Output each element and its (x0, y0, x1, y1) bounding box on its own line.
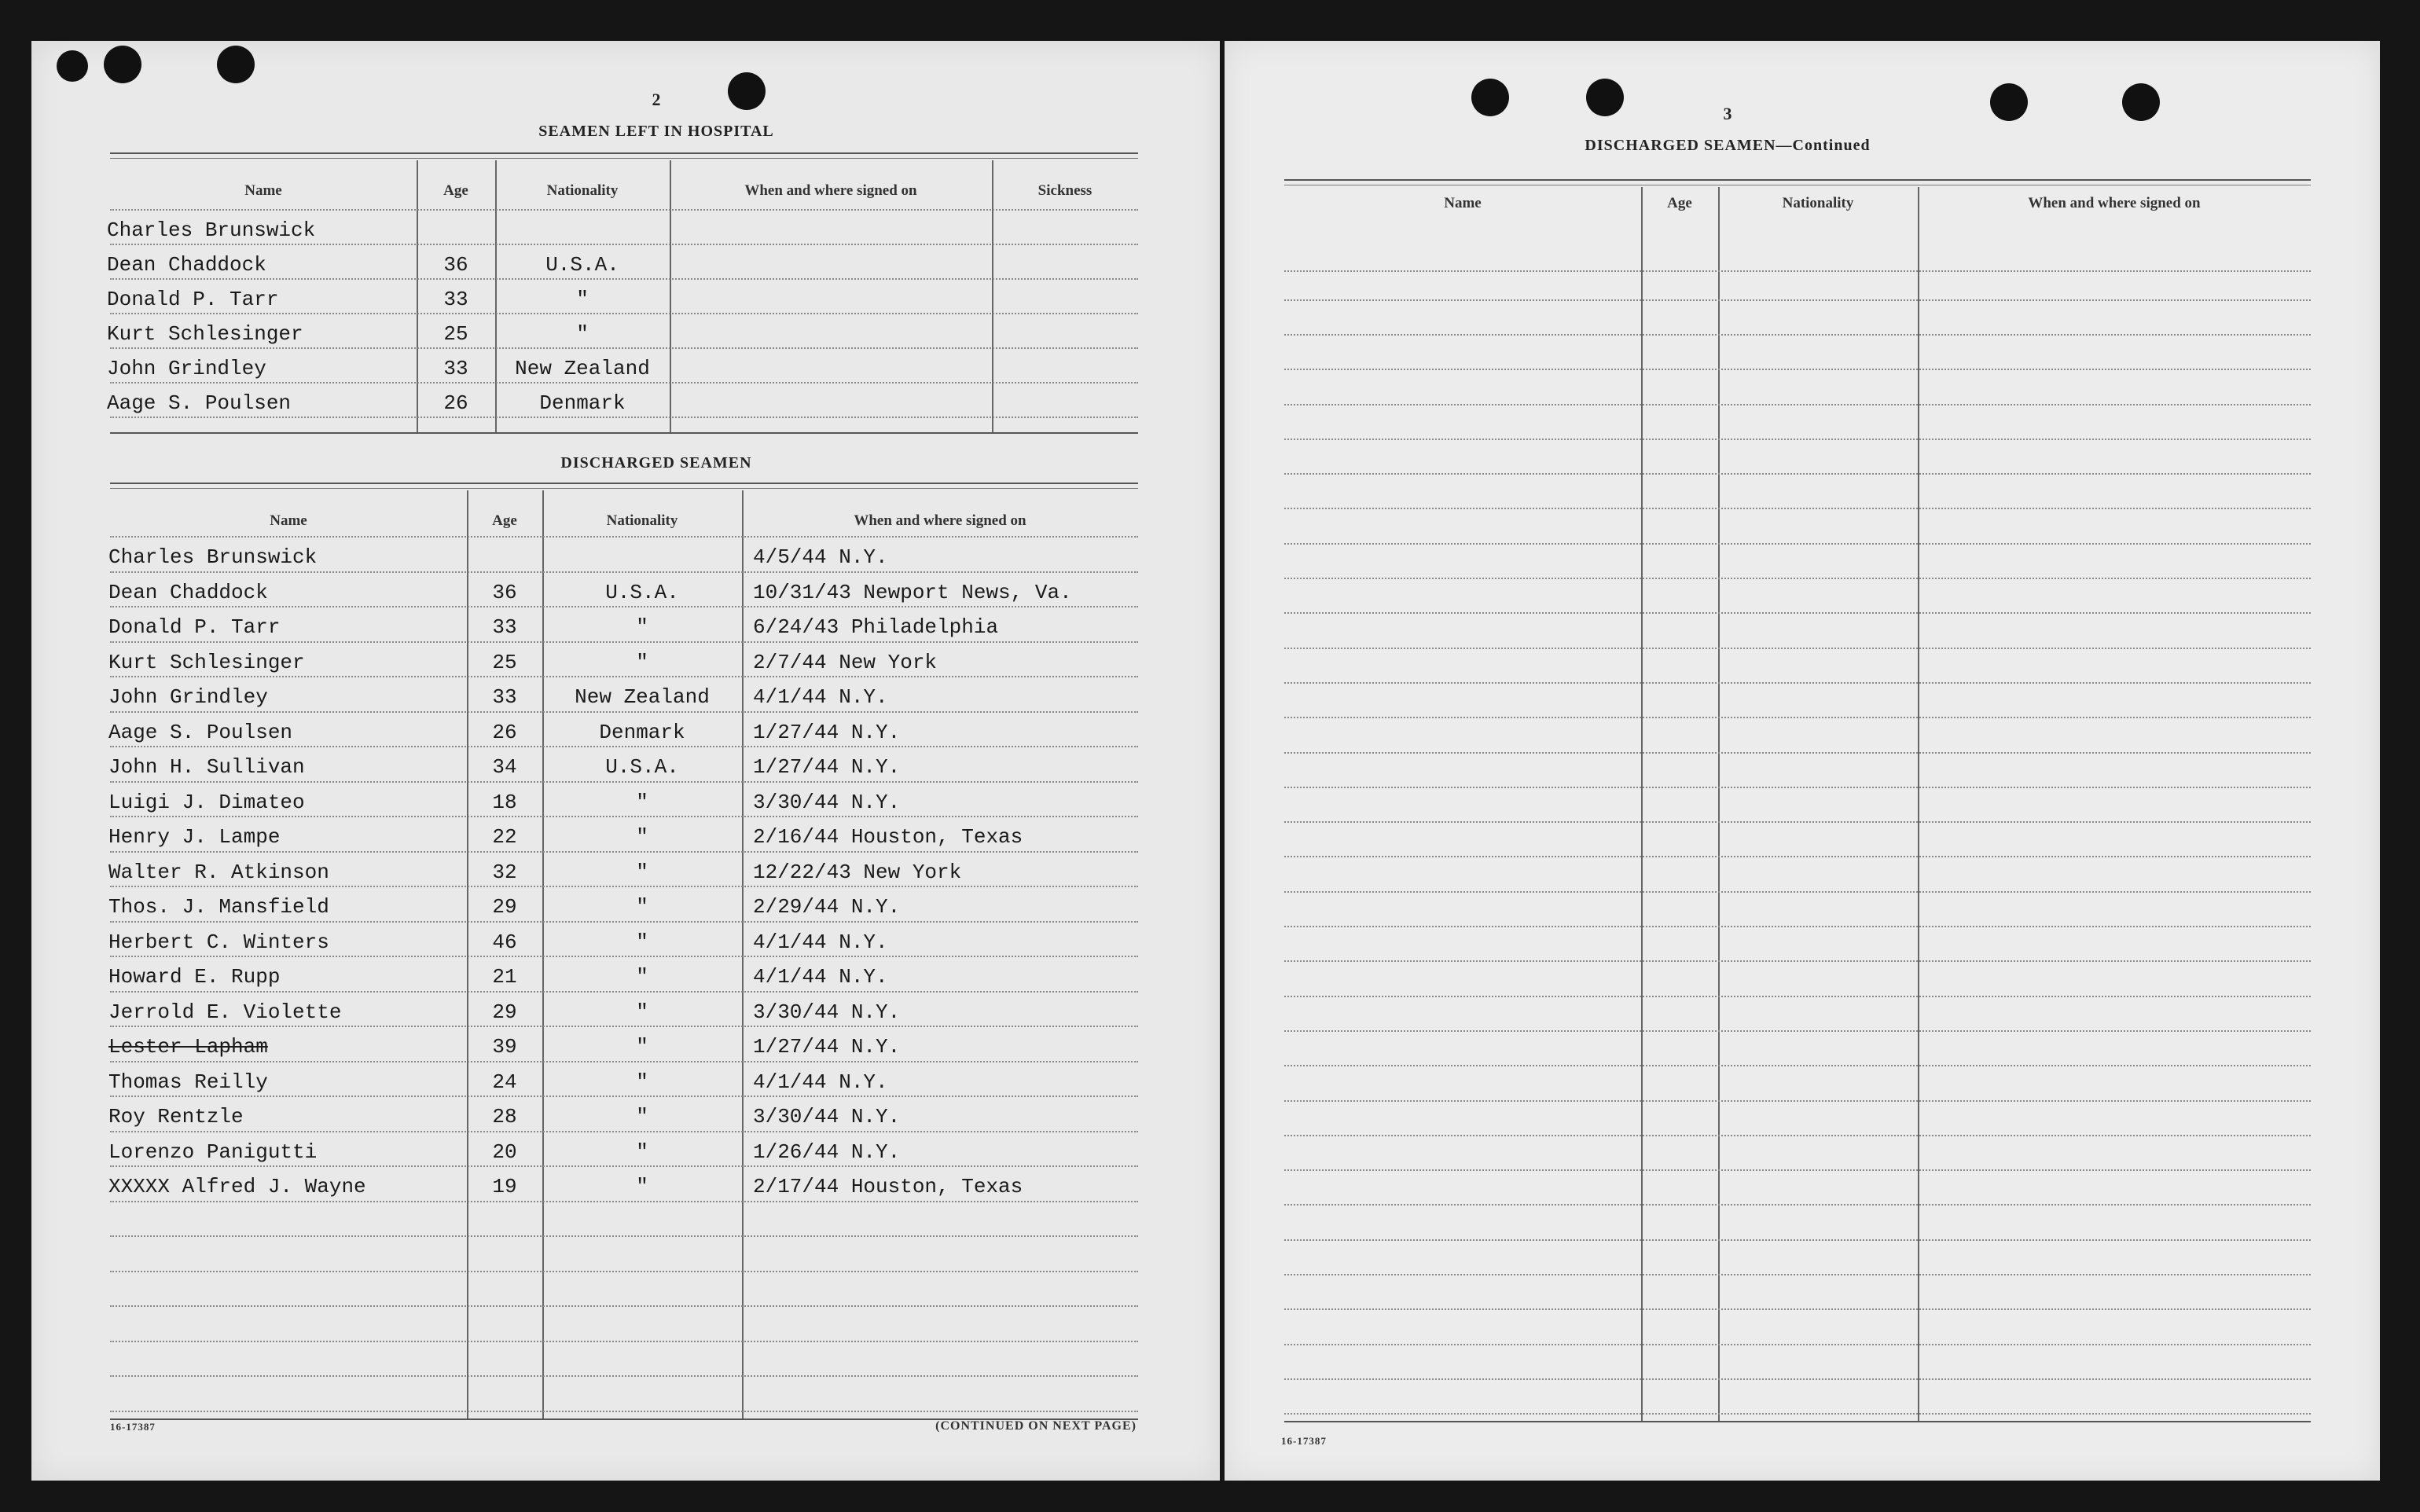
punch-hole (217, 46, 255, 83)
name-cell: Thos. J. Mansfield (108, 895, 329, 919)
rule (1284, 179, 2311, 181)
row-line (110, 1235, 1138, 1237)
age-cell: 21 (492, 965, 517, 989)
form-number: 16-17387 (1281, 1435, 1327, 1447)
row-line (110, 278, 1138, 280)
row-line (110, 1131, 1138, 1132)
row-line (1284, 752, 2311, 754)
nationality-cell: " (636, 1000, 648, 1024)
row-line (1284, 369, 2311, 370)
nationality-cell: " (636, 1175, 648, 1198)
age-cell: 36 (492, 580, 517, 604)
signed-on-cell: 3/30/44 N.Y. (753, 1000, 901, 1024)
age-cell: 33 (492, 615, 517, 639)
row-line (1284, 508, 2311, 509)
row-line (1284, 439, 2311, 440)
name-cell: Roy Rentzle (108, 1105, 244, 1128)
row-line (1284, 1239, 2311, 1241)
right-page (1225, 41, 2380, 1481)
nationality-cell: New Zealand (575, 685, 710, 709)
signed-on-cell: 4/1/44 N.Y. (753, 930, 888, 954)
column-divider (1718, 187, 1720, 1421)
continued-note: (CONTINUED ON NEXT PAGE) (935, 1419, 1137, 1433)
age-cell: 29 (492, 895, 517, 919)
nationality-cell: " (636, 790, 648, 814)
nationality-cell: " (636, 825, 648, 849)
nationality-cell: U.S.A. (605, 755, 679, 779)
age-cell: 39 (492, 1035, 517, 1059)
rule (110, 158, 1138, 159)
row-line (1284, 270, 2311, 272)
rule (110, 432, 1138, 434)
nationality-cell: " (636, 1105, 648, 1128)
row-line (1284, 926, 2311, 927)
age-cell: 26 (443, 391, 468, 415)
hospital-title: SEAMEN LEFT IN HOSPITAL (538, 123, 774, 140)
row-line (110, 1061, 1138, 1062)
row-line (110, 1026, 1138, 1027)
row-line (110, 921, 1138, 923)
signed-on-cell: 4/5/44 N.Y. (753, 545, 888, 569)
age-cell: 19 (492, 1175, 517, 1198)
name-cell: XXXXX Alfred J. Wayne (108, 1175, 366, 1198)
name-cell: Aage S. Poulsen (107, 391, 292, 415)
nationality-cell: " (636, 895, 648, 919)
row-line (110, 1411, 1138, 1412)
row-line (110, 851, 1138, 853)
signed-on-cell: 2/16/44 Houston, Texas (753, 825, 1023, 849)
name-cell: John H. Sullivan (108, 755, 305, 779)
name-cell: Walter R. Atkinson (108, 860, 329, 884)
age-cell: 25 (443, 322, 468, 346)
punch-hole (2122, 83, 2160, 121)
column-divider (1641, 187, 1643, 1421)
nationality-cell: " (636, 1140, 648, 1164)
age-cell: 26 (492, 720, 517, 744)
punch-hole (57, 50, 88, 82)
signed-on-cell: 4/1/44 N.Y. (753, 685, 888, 709)
punch-hole (1990, 83, 2028, 121)
column-header: Age (443, 182, 468, 199)
discharged-title: DISCHARGED SEAMEN (560, 454, 752, 472)
signed-on-cell: 2/29/44 N.Y. (753, 895, 901, 919)
row-line (1284, 612, 2311, 614)
nationality-cell: " (636, 860, 648, 884)
column-divider (670, 160, 671, 432)
row-line (1284, 682, 2311, 684)
page-number: 2 (652, 90, 661, 109)
name-cell: Lester Lapham (108, 1035, 268, 1059)
row-line (1284, 1065, 2311, 1066)
page-number: 3 (1723, 104, 1732, 123)
name-cell: Donald P. Tarr (108, 615, 281, 639)
age-cell: 36 (443, 253, 468, 277)
row-line (1284, 648, 2311, 649)
nationality-cell: Denmark (599, 720, 685, 744)
row-line (110, 209, 1138, 211)
age-cell: 25 (492, 650, 517, 674)
name-cell: Thomas Reilly (108, 1070, 268, 1094)
column-divider (1918, 187, 1919, 1421)
nationality-cell: " (636, 615, 648, 639)
row-line (1284, 1100, 2311, 1102)
row-line (110, 956, 1138, 957)
column-header: When and where signed on (854, 512, 1026, 529)
nationality-cell: " (636, 930, 648, 954)
row-line (1284, 299, 2311, 301)
name-cell: Dean Chaddock (107, 253, 266, 277)
age-cell: 18 (492, 790, 517, 814)
rule (110, 483, 1138, 484)
row-line (1284, 996, 2311, 997)
age-cell: 29 (492, 1000, 517, 1024)
row-line (110, 1305, 1138, 1307)
name-cell: Luigi J. Dimateo (108, 790, 305, 814)
row-line (110, 746, 1138, 747)
nationality-cell: " (576, 288, 589, 311)
name-cell: Jerrold E. Violette (108, 1000, 342, 1024)
signed-on-cell: 4/1/44 N.Y. (753, 965, 888, 989)
row-line (1284, 891, 2311, 893)
row-line (110, 1095, 1138, 1097)
left-page (31, 41, 1220, 1481)
row-line (1284, 717, 2311, 718)
age-cell: 33 (443, 288, 468, 311)
nationality-cell: New Zealand (515, 357, 650, 380)
column-header: Nationality (546, 182, 619, 199)
signed-on-cell: 2/17/44 Houston, Texas (753, 1175, 1023, 1198)
signed-on-cell: 2/7/44 New York (753, 650, 938, 674)
rule (110, 152, 1138, 154)
punch-hole (1586, 79, 1624, 116)
name-cell: Dean Chaddock (108, 580, 268, 604)
age-cell: 46 (492, 930, 517, 954)
row-line (110, 313, 1138, 314)
row-line (110, 711, 1138, 713)
row-line (110, 571, 1138, 573)
row-line (1284, 1204, 2311, 1206)
punch-hole (728, 72, 766, 110)
row-line (110, 991, 1138, 993)
column-divider (742, 490, 744, 1418)
row-line (110, 347, 1138, 349)
row-line (1284, 578, 2311, 579)
name-cell: Aage S. Poulsen (108, 720, 293, 744)
age-cell: 20 (492, 1140, 517, 1164)
signed-on-cell: 1/27/44 N.Y. (753, 720, 901, 744)
signed-on-cell: 1/26/44 N.Y. (753, 1140, 901, 1164)
rule (110, 488, 1138, 489)
age-cell: 32 (492, 860, 517, 884)
punch-hole (1471, 79, 1509, 116)
age-cell: 24 (492, 1070, 517, 1094)
name-cell: Charles Brunswick (108, 545, 318, 569)
name-cell: John Grindley (108, 685, 268, 709)
row-line (110, 816, 1138, 817)
name-cell: Charles Brunswick (107, 218, 316, 242)
row-line (110, 781, 1138, 783)
row-line (1284, 1030, 2311, 1032)
row-line (110, 641, 1138, 643)
row-line (110, 606, 1138, 607)
age-cell: 33 (492, 685, 517, 709)
name-cell: Henry J. Lampe (108, 825, 281, 849)
signed-on-cell: 6/24/43 Philadelphia (753, 615, 999, 639)
signed-on-cell: 3/30/44 N.Y. (753, 1105, 901, 1128)
row-line (1284, 404, 2311, 406)
row-line (110, 1201, 1138, 1202)
row-line (1284, 543, 2311, 545)
nationality-cell: " (636, 965, 648, 989)
row-line (1284, 473, 2311, 475)
name-cell: Lorenzo Panigutti (108, 1140, 318, 1164)
row-line (110, 886, 1138, 887)
row-line (1284, 334, 2311, 336)
rule (1284, 1421, 2311, 1422)
row-line (110, 1165, 1138, 1167)
column-header: Name (270, 512, 307, 529)
row-line (1284, 1344, 2311, 1345)
row-line (110, 417, 1138, 418)
signed-on-cell: 12/22/43 New York (753, 860, 962, 884)
nationality-cell: " (576, 322, 589, 346)
signed-on-cell: 4/1/44 N.Y. (753, 1070, 888, 1094)
column-header: Sickness (1037, 182, 1092, 199)
nationality-cell: " (636, 1070, 648, 1094)
form-number: 16-17387 (110, 1421, 156, 1433)
signed-on-cell: 1/27/44 N.Y. (753, 1035, 901, 1059)
row-line (110, 1341, 1138, 1342)
name-cell: John Grindley (107, 357, 266, 380)
continued-title: DISCHARGED SEAMEN—Continued (1585, 137, 1871, 154)
age-cell: 28 (492, 1105, 517, 1128)
row-line (1284, 1378, 2311, 1380)
row-line (110, 382, 1138, 384)
row-line (1284, 1274, 2311, 1275)
row-line (110, 1271, 1138, 1272)
nationality-cell: U.S.A. (545, 253, 619, 277)
punch-hole (104, 46, 141, 83)
name-cell: Donald P. Tarr (107, 288, 279, 311)
signed-on-cell: 1/27/44 N.Y. (753, 755, 901, 779)
row-line (1284, 1169, 2311, 1171)
row-line (110, 1375, 1138, 1377)
column-header: When and where signed on (2028, 195, 2201, 211)
name-cell: Howard E. Rupp (108, 965, 281, 989)
row-line (110, 536, 1138, 538)
nationality-cell: U.S.A. (605, 580, 679, 604)
row-line (110, 676, 1138, 677)
name-cell: Kurt Schlesinger (108, 650, 305, 674)
nationality-cell: " (636, 1035, 648, 1059)
column-header: Nationality (1782, 195, 1854, 211)
row-line (1284, 1413, 2311, 1415)
name-cell: Kurt Schlesinger (107, 322, 303, 346)
row-line (1284, 787, 2311, 788)
row-line (1284, 1308, 2311, 1310)
column-header: When and where signed on (744, 182, 917, 199)
age-cell: 33 (443, 357, 468, 380)
age-cell: 22 (492, 825, 517, 849)
row-line (1284, 821, 2311, 823)
column-header: Age (492, 512, 517, 529)
column-divider (992, 160, 993, 432)
column-header: Age (1667, 195, 1692, 211)
row-line (1284, 1135, 2311, 1136)
name-cell: Herbert C. Winters (108, 930, 329, 954)
signed-on-cell: 3/30/44 N.Y. (753, 790, 901, 814)
column-header: Name (1444, 195, 1482, 211)
nationality-cell: " (636, 650, 648, 674)
age-cell: 34 (492, 755, 517, 779)
column-header: Nationality (606, 512, 678, 529)
signed-on-cell: 10/31/43 Newport News, Va. (753, 580, 1072, 604)
nationality-cell: Denmark (539, 391, 626, 415)
row-line (1284, 856, 2311, 857)
row-line (110, 244, 1138, 245)
column-header: Name (244, 182, 282, 199)
row-line (1284, 960, 2311, 962)
